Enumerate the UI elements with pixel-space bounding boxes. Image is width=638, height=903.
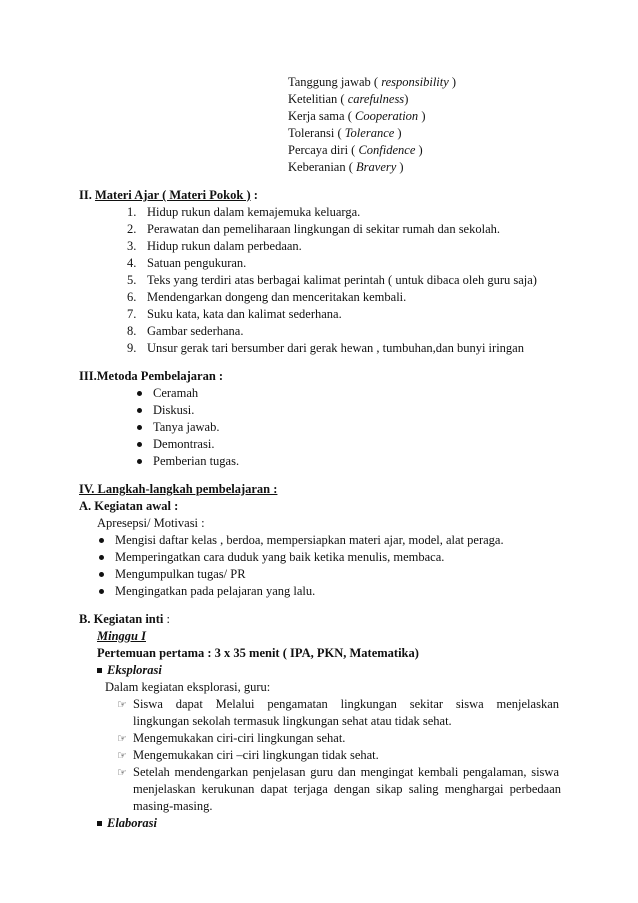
bullet-icon: [99, 589, 104, 594]
metoda-item: Ceramah: [137, 385, 198, 402]
awal-item: Mengingatkan pada pelajaran yang lalu.: [99, 583, 315, 600]
nilai-item: Percaya diri ( Confidence ): [288, 143, 423, 157]
eksplorasi-item: ☞ Siswa dapat Melalui pengamatan lingkungan sekitar siswa menjelaskan: [117, 697, 559, 711]
pointing-hand-icon: ☞: [117, 749, 127, 762]
eksplorasi-item-cont: lingkungan sekolah termasuk lingkungan sehat atau tidak sehat.: [133, 714, 452, 728]
awal-item: Mengumpulkan tugas/ PR: [99, 566, 246, 583]
elaborasi-label: Elaborasi: [97, 815, 157, 832]
apresepsi-label: Apresepsi/ Motivasi :: [97, 516, 205, 530]
bullet-icon: [137, 459, 142, 464]
materi-item: 4. Satuan pengukuran.: [127, 256, 247, 270]
eksplorasi-item: ☞ Setelah mendengarkan penjelasan guru dan mengingat kembali pengalaman, siswa: [117, 765, 559, 779]
pointing-hand-icon: ☞: [117, 766, 127, 779]
kegiatan-inti-label: B. Kegiatan inti :: [79, 612, 170, 626]
materi-item: 8. Gambar sederhana.: [127, 324, 244, 338]
eksplorasi-label: Eksplorasi: [97, 662, 162, 679]
nilai-item: Kerja sama ( Cooperation ): [288, 109, 426, 123]
materi-item: 7. Suku kata, kata dan kalimat sederhana.: [127, 307, 342, 321]
bullet-icon: [137, 408, 142, 413]
materi-item: 6. Mendengarkan dongeng dan menceritakan kembali.: [127, 290, 407, 304]
minggu-label: Minggu I: [97, 629, 146, 643]
materi-item: 3. Hidup rukun dalam perbedaan.: [127, 239, 302, 253]
bullet-icon: [137, 425, 142, 430]
metoda-item: Tanya jawab.: [137, 419, 219, 436]
nilai-item: Keberanian ( Bravery ): [288, 160, 404, 174]
bullet-icon: [99, 538, 104, 543]
materi-item: 2. Perawatan dan pemeliharaan lingkungan di sekitar rumah dan sekolah.: [127, 222, 501, 236]
materi-item: 1. Hidup rukun dalam kemajemuka keluarga.: [127, 205, 361, 219]
metoda-item: Diskusi.: [137, 402, 194, 419]
square-bullet-icon: [97, 668, 102, 673]
nilai-item: Tanggung jawab ( responsibility ): [288, 75, 457, 89]
materi-item: 5. Teks yang terdiri atas berbagai kalimat perintah ( untuk dibaca oleh guru saja): [127, 273, 537, 287]
metoda-item: Demontrasi.: [137, 436, 214, 453]
materi-heading: II. Materi Ajar ( Materi Pokok ) :: [79, 188, 258, 202]
metoda-heading: III.Metoda Pembelajaran :: [79, 369, 224, 383]
bullet-icon: [137, 442, 142, 447]
eksplorasi-item-cont: masing-masing.: [133, 799, 213, 813]
pointing-hand-icon: ☞: [117, 698, 127, 711]
metoda-item: Pemberian tugas.: [137, 453, 239, 470]
eksplorasi-item: ☞ Mengemukakan ciri-ciri lingkungan sehat.: [117, 731, 346, 745]
eksplorasi-item: ☞ Mengemukakan ciri –ciri lingkungan tidak sehat.: [117, 748, 379, 762]
eksplorasi-intro: Dalam kegiatan eksplorasi, guru:: [105, 680, 271, 694]
bullet-icon: [99, 555, 104, 560]
square-bullet-icon: [97, 821, 102, 826]
bullet-icon: [99, 572, 104, 577]
awal-item: Mengisi daftar kelas , berdoa, mempersiapkan materi ajar, model, alat peraga.: [99, 532, 504, 549]
bullet-icon: [137, 391, 142, 396]
pointing-hand-icon: ☞: [117, 732, 127, 745]
pertemuan-label: Pertemuan pertama : 3 x 35 menit ( IPA, PKN, Matematika): [97, 646, 419, 660]
eksplorasi-item-cont: menjelaskan kerukunan dapat terjaga dengan sikap saling menghargai perbedaan: [133, 782, 561, 796]
langkah-heading: IV. Langkah-langkah pembelajaran :: [79, 482, 278, 496]
kegiatan-awal-label: A. Kegiatan awal :: [79, 499, 179, 513]
nilai-item: Ketelitian ( carefulness): [288, 92, 409, 106]
nilai-item: Toleransi ( Tolerance ): [288, 126, 402, 140]
materi-item: 9. Unsur gerak tari bersumber dari gerak hewan , tumbuhan,dan bunyi iringan: [127, 341, 524, 355]
awal-item: Memperingatkan cara duduk yang baik ketika menulis, membaca.: [99, 549, 444, 566]
